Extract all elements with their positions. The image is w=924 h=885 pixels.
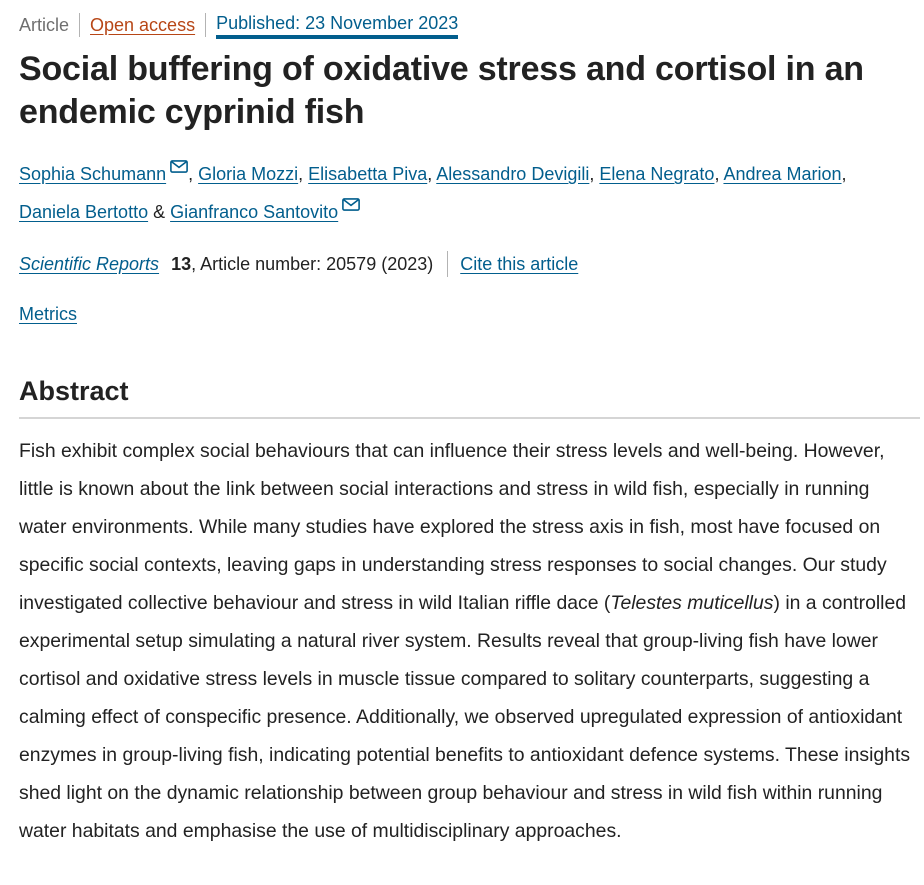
article-number: , Article number: 20579 (2023) <box>191 254 434 274</box>
abstract-heading: Abstract <box>19 374 920 419</box>
author-separator: , <box>589 164 600 184</box>
species-name: Telestes muticellus <box>610 592 774 614</box>
author-link[interactable]: Sophia Schumann <box>19 164 167 184</box>
author-link[interactable]: Alessandro Devigili <box>436 164 590 184</box>
author-link[interactable]: Gianfranco Santovito <box>170 202 339 222</box>
abstract-text-part: Fish exhibit complex social behaviours that can influence their stress levels and well-being. However, little is known about the link between social interactions and stress in wild fish, especially in running water environments. While many studies have explored the stress axis in fish, most have focused on specific social contexts, leaving gaps in understanding stress responses to social changes. Our study investigated collective behaviour and stress in wild Italian riffle dace ( <box>19 440 887 614</box>
open-access-link[interactable]: Open access <box>90 15 196 35</box>
author-link[interactable]: Daniela Bertotto <box>19 202 149 222</box>
author-separator: , <box>298 164 309 184</box>
envelope-icon[interactable] <box>342 198 360 211</box>
metrics-link[interactable]: Metrics <box>19 304 77 324</box>
author-separator: , <box>714 164 724 184</box>
meta-divider <box>79 13 80 37</box>
journal-info <box>19 250 578 278</box>
cite-article-link[interactable]: Cite this article <box>460 254 579 274</box>
journal-link[interactable]: Scientific Reports <box>19 254 160 274</box>
author-link[interactable]: Gloria Mozzi <box>198 164 299 184</box>
abstract-text-part: ) in a controlled experimental setup simulating a natural river system. Results reveal that group-living fish have lower cortisol and oxidative stress levels in muscle tissue compared to solitary counterparts, suggesting a calming effect of conspecific presence. Additionally, we observed upregulated expression of antioxidant enzymes in group-living fish, indicating potential benefits to antioxidant defence systems. These insights shed light on the dynamic relationship between group behaviour and stress in wild fish within running water habitats and emphasise the use of multidisciplinary approaches. <box>19 592 911 842</box>
author-separator: , <box>188 164 199 184</box>
author-link[interactable]: Elisabetta Piva <box>308 164 428 184</box>
journal-divider <box>447 251 448 277</box>
author-link[interactable]: Elena Negrato <box>599 164 715 184</box>
author-link[interactable]: Andrea Marion <box>723 164 842 184</box>
published-date-link[interactable]: Published: 23 November 2023 <box>216 12 458 39</box>
article-type: Article <box>19 15 70 35</box>
journal-volume: 13 <box>171 254 192 274</box>
meta-divider <box>205 13 206 37</box>
article-title: Social buffering of oxidative stress and cortisol in an endemic cyprinid fish <box>19 50 864 131</box>
abstract-text <box>19 432 920 850</box>
author-list <box>19 155 909 231</box>
article-meta <box>19 12 458 38</box>
envelope-icon[interactable] <box>170 160 188 173</box>
author-separator: , <box>427 164 437 184</box>
author-separator: , <box>841 164 847 184</box>
author-separator: & <box>148 202 171 222</box>
